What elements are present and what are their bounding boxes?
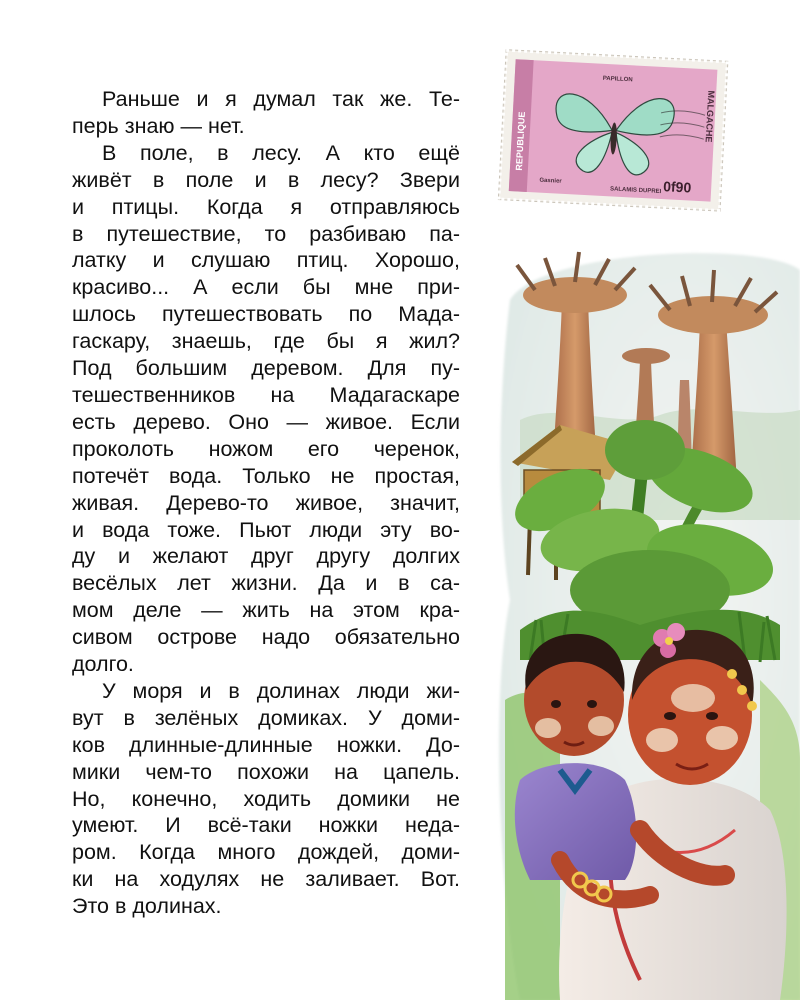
stamp-caption-top: PAPILLON: [602, 75, 633, 84]
text-line: тешественников на Мадагаскаре: [72, 382, 460, 407]
text-line: ки на ходулях не заливает. Вот.: [72, 867, 460, 892]
stamp-country-left: REPUBLIQUE: [513, 111, 527, 171]
story-text: [72, 86, 460, 920]
text-line: весёлых лет жизни. Да и в са-: [72, 571, 460, 596]
text-line: мики чем-то похожи на цапель.: [72, 759, 460, 784]
text-line: Но, конечно, ходить домики не: [72, 786, 460, 811]
text-line: в путешествие, то разбиваю па-: [72, 221, 460, 246]
text-line: Раньше и я думал так же. Те-: [102, 87, 460, 111]
text-line: проколоть ножом его черенок,: [72, 436, 460, 461]
paragraph-2: [72, 140, 460, 678]
text-line: ков длинные-длинные ножки. До-: [72, 732, 460, 757]
text-line: сивом острове надо обязательно: [72, 625, 460, 650]
text-line: шлось путешествовать по Мада-: [72, 302, 460, 327]
text-line: Это в долинах.: [72, 894, 222, 919]
text-line: ром. Когда много дождей, доми-: [72, 840, 460, 865]
text-line: живёт в поле и в лесу? Звери: [72, 167, 460, 192]
madagascar-illustration: [499, 252, 800, 1000]
text-line: красиво... А если бы мне при-: [72, 275, 460, 300]
text-line: У моря и в долинах люди жи-: [102, 678, 460, 703]
text-line: перь знаю — нет.: [72, 113, 245, 138]
stamp-printer: Gasnier: [539, 177, 562, 185]
paragraph-3: [72, 678, 460, 920]
text-line: гаскару, знаешь, где бы я жил?: [72, 329, 460, 354]
stamp-caption-bottom: SALAMIS DUPREI: [609, 186, 662, 196]
text-line: и вода тоже. Пьют люди эту во-: [72, 517, 460, 542]
text-line: мом деле — жить на этом кра-: [72, 598, 460, 623]
text-line: и птицы. Когда я отправляюсь: [72, 194, 460, 219]
stamp: [498, 50, 728, 211]
stamp-value: 0f90: [662, 178, 692, 196]
text-line: В поле, в лесу. А кто ещё: [102, 140, 460, 165]
text-line: долго.: [72, 652, 134, 677]
text-line: потечёт вода. Только не простая,: [72, 463, 460, 488]
paragraph-1: [72, 86, 460, 140]
stamp-country-right: MALGACHE: [703, 90, 717, 143]
text-line: Под большим деревом. Для пу-: [72, 356, 460, 381]
text-line: умеют. И всё-таки ножки неда-: [72, 813, 460, 838]
text-line: живая. Дерево-то живое, значит,: [72, 490, 460, 515]
text-line: латку и слушаю птиц. Хорошо,: [72, 248, 460, 273]
text-line: вут в зелёных домиках. У доми-: [72, 705, 460, 730]
text-line: ду и желают друг другу долгих: [72, 544, 460, 569]
text-line: есть дерево. Оно — живое. Если: [72, 409, 460, 434]
